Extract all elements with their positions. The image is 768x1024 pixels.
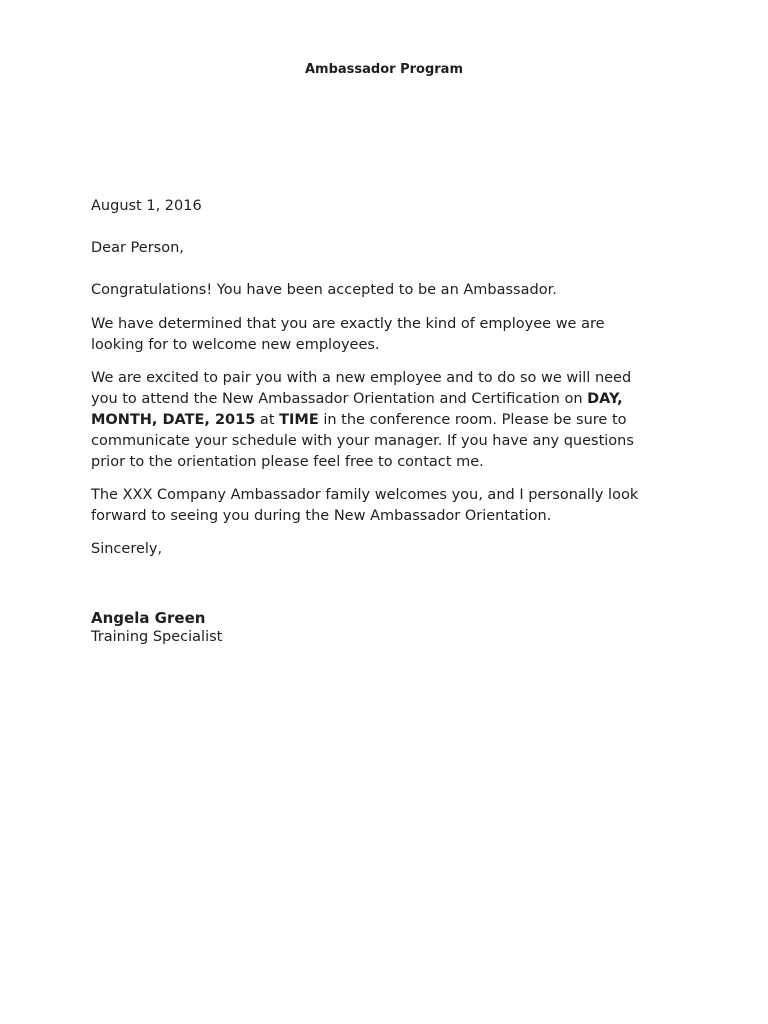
placeholder-time: TIME [279, 412, 319, 428]
placeholder-day: DAY, [587, 391, 623, 407]
signer-name: Angela Green [91, 609, 206, 627]
paragraph-line: prior to the orientation please feel free to contact me. [91, 454, 484, 470]
paragraph-line: We are excited to pair you with a new employee and to do so we will need [91, 370, 632, 386]
paragraph-text: at [255, 412, 280, 428]
paragraph-line: forward to seeing you during the New Ambassador Orientation. [91, 508, 552, 524]
paragraph-text: in the conference room. Please be sure to [318, 412, 627, 428]
signer-title: Training Specialist [91, 629, 223, 645]
paragraph-line: communicate your schedule with your manager. If you have any questions [91, 433, 634, 449]
letter-date: August 1, 2016 [91, 198, 202, 214]
paragraph-line: The XXX Company Ambassador family welcomes you, and I personally look [91, 487, 639, 503]
letter-heading: Ambassador Program [304, 62, 463, 77]
paragraph-line [91, 410, 691, 431]
paragraph-line: We have determined that you are exactly the kind of employee we are [91, 316, 605, 332]
paragraph-orientation [91, 368, 691, 473]
closing: Sincerely, [91, 541, 163, 557]
paragraph-congratulations: Congratulations! You have been accepted to be an Ambassador. [91, 282, 557, 298]
salutation: Dear Person, [91, 240, 184, 256]
paragraph-line [91, 389, 691, 410]
paragraph-line: looking for to welcome new employees. [91, 337, 380, 353]
paragraph-text: you to attend the New Ambassador Orientation and Certification on [91, 391, 588, 407]
paragraph-welcome [91, 485, 691, 527]
paragraph-determined [91, 314, 691, 356]
placeholder-date: MONTH, DATE, 2015 [91, 412, 256, 428]
